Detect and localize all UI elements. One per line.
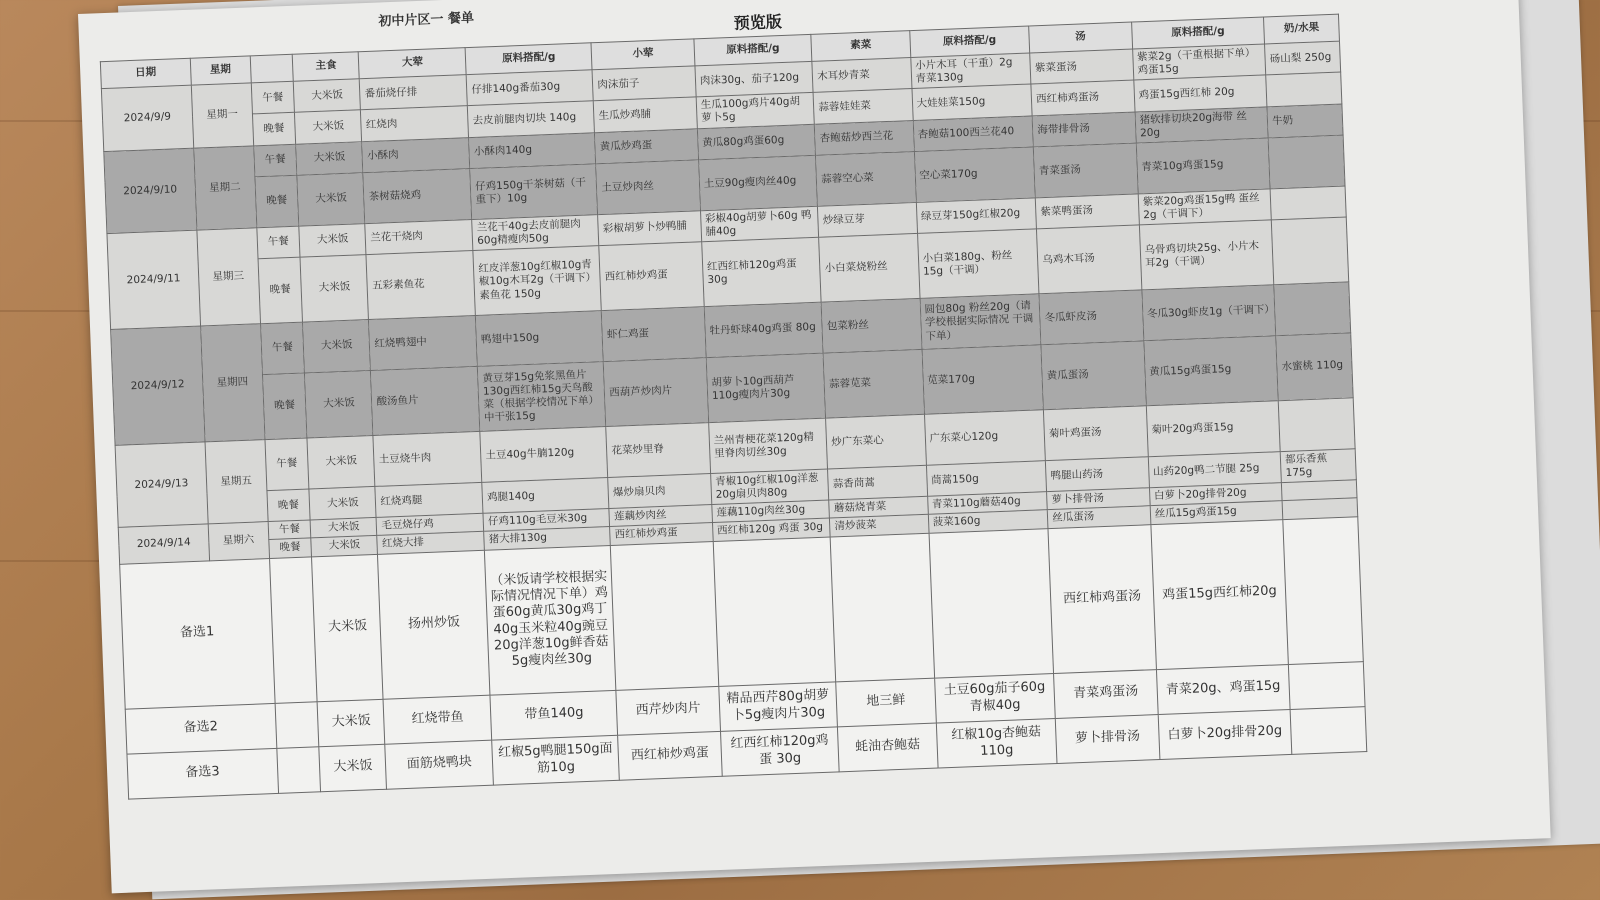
alternate-main-cell: 扬州炒饭: [378, 550, 490, 699]
meal-cell: 晚餐: [262, 373, 307, 440]
soup-cell: 海带排骨汤: [1032, 112, 1136, 147]
alternate-label: 备选3: [127, 748, 278, 799]
alternate-soup-cell: 萝卜排骨汤: [1055, 714, 1159, 763]
veg-cell: 木耳炒青菜: [812, 58, 911, 93]
small-cell: 肉沫茄子: [592, 66, 696, 101]
alternate-veg-cell: 地三鲜: [836, 678, 936, 727]
small-cell: 莲藕炒肉丝: [609, 505, 712, 527]
staple-cell: 大米饭: [296, 141, 363, 175]
veg-cell: 包菜粉丝: [821, 298, 921, 353]
main-cell: 毛豆烧仔鸡: [377, 514, 484, 536]
extra-cell: [1268, 135, 1345, 189]
main-ing-cell: 猪大排130g: [484, 527, 611, 550]
small-cell: 西红柿炒鸡蛋: [610, 523, 713, 545]
small-ing-cell: 西红柿120g 鸡蛋 30g: [712, 518, 830, 541]
staple-cell: 大米饭: [303, 320, 371, 374]
main-cell: 酸汤鱼片: [371, 366, 480, 435]
main-ing-cell: 土豆40g牛腩120g: [480, 427, 608, 483]
weekday-cell: 星期二: [193, 145, 256, 229]
small-ing-cell: 牡丹虾球40g鸡蛋 80g: [704, 302, 823, 357]
soup-cell: 冬瓜虾皮汤: [1039, 290, 1143, 345]
alternate-extra-cell: [1290, 706, 1367, 754]
veg-ing-cell: 菠菜160g: [928, 510, 1048, 533]
alternate-extra-cell: [1283, 516, 1363, 664]
date-cell: 2024/9/11: [107, 230, 200, 330]
main-ing-cell: 兰花干40g去皮前腿肉60g精瘦肉50g: [472, 214, 599, 250]
alternate-veg-ing-cell: 红椒10g杏鲍菇 110g: [936, 718, 1057, 768]
alternate-soup-ing-cell: 鸡蛋15g西红柿20g: [1151, 519, 1289, 669]
main-cell: 红烧大排: [377, 532, 484, 554]
main-cell: 土豆烧牛肉: [373, 431, 482, 486]
header-veg: 素菜: [811, 31, 910, 62]
veg-ing-cell: 杏鲍菇100西兰花40: [913, 115, 1034, 151]
veg-ing-cell: 茼蒿150g: [926, 461, 1047, 497]
small-ing-cell: 红西红柿120g鸡蛋 30g: [702, 237, 822, 306]
alternate-small-cell: [611, 541, 719, 690]
soup-ing-cell: 白萝卜20g排骨20g: [1149, 483, 1282, 506]
main-cell: 小酥肉: [362, 137, 470, 172]
meal-cell: 晚餐: [266, 489, 310, 522]
main-cell: 红烧肉: [361, 106, 469, 141]
small-ing-cell: 兰州青梗花菜120g精里脊肉切丝30g: [708, 418, 827, 473]
main-ing-cell: 仔鸡150g干茶树菇（干重下）10g: [470, 163, 598, 219]
small-cell: 彩椒胡萝卜炒鸭脯: [598, 211, 702, 246]
alternate-small-ing-cell: 红西红柿120g鸡蛋 30g: [720, 726, 839, 775]
veg-ing-cell: 小白菜180g、粉丝 15g（干调）: [917, 229, 1039, 299]
menu-table: [100, 14, 1367, 800]
small-ing-cell: 肉沫30g、茄子120g: [695, 61, 814, 97]
soup-ing-cell: 冬瓜30g虾皮1g（干调下）: [1142, 285, 1276, 341]
alternate-staple-cell: 大米饭: [317, 699, 385, 747]
small-ing-cell: 青椒10g红椒10g洋葱20g扇贝肉80g: [710, 469, 829, 505]
alternate-small-cell: 西芹炒肉片: [616, 686, 720, 735]
extra-cell: [1271, 217, 1348, 285]
soup-ing-cell: 乌骨鸡切块25g、小片木耳2g（干调）: [1139, 220, 1274, 290]
main-cell: 兰花干烧肉: [365, 219, 473, 254]
alternate-small-ing-cell: [713, 537, 836, 686]
veg-ing-cell: 圆包80g 粉丝20g（请学校根据实际情况 干调下单）: [920, 294, 1041, 350]
small-ing-cell: 胡萝卜10g西葫芦 110g瘦肉片30g: [706, 353, 826, 422]
alternate-meal-cell: [269, 556, 317, 703]
document-title: 初中片区一 餐单: [378, 10, 475, 30]
main-ing-cell: 小酥肉140g: [469, 132, 596, 168]
staple-cell: 大米饭: [305, 371, 374, 438]
alternate-soup-ing-cell: 青菜20g、鸡蛋15g: [1156, 664, 1290, 714]
extra-cell: 牛奶: [1267, 104, 1343, 138]
weekday-cell: 星期四: [200, 324, 264, 442]
alternate-veg-ing-cell: 土豆60g茄子60g青椒40g: [934, 673, 1055, 723]
weekday-cell: 星期六: [208, 522, 269, 561]
soup-ing-cell: 紫菜20g鸡蛋15g鸭 蛋丝2g（干调下）: [1138, 189, 1272, 225]
main-ing-cell: 去皮前腿肉切块 140g: [468, 101, 595, 137]
veg-cell: 清炒菠菜: [830, 515, 929, 537]
veg-ing-cell: 大娃娃菜150g: [912, 84, 1033, 120]
main-ing-cell: 鸡腿140g: [482, 477, 609, 513]
staple-cell: 大米饭: [300, 255, 369, 322]
header-small-ing: 原料搭配/g: [694, 34, 812, 65]
meal-cell: 午餐: [268, 520, 311, 540]
small-cell: 黄瓜炒鸡蛋: [595, 128, 699, 163]
date-cell: 2024/9/9: [101, 85, 193, 151]
main-cell: 番茄烧仔排: [360, 75, 468, 110]
soup-ing-cell: 鸡蛋15g西红柿 20g: [1134, 75, 1268, 111]
alternate-staple-cell: 大米饭: [312, 554, 384, 701]
header-date: 日期: [100, 58, 191, 88]
header-soup: 汤: [1029, 22, 1132, 53]
soup-cell: 西红柿鸡蛋汤: [1031, 80, 1135, 115]
alternate-main-ing-cell: （米饭请学校根据实际情况情况下单）鸡蛋60g黄瓜30g鸡丁40g玉米粒40g豌豆20g洋葱10g鲜香菇5g瘦肉丝30g: [485, 545, 617, 695]
weekday-cell: 星期一: [191, 83, 253, 148]
small-ing-cell: 土豆90g瘦肉丝40g: [698, 155, 817, 210]
alternate-veg-cell: [830, 533, 934, 682]
soup-cell: 鸭腿山药汤: [1046, 457, 1150, 492]
header-weekday: 星期: [190, 56, 251, 85]
staple-cell: 大米饭: [310, 518, 377, 539]
main-cell: 五彩素鱼花: [366, 251, 475, 320]
soup-cell: 菊叶鸡蛋汤: [1044, 406, 1148, 461]
veg-cell: 蒜蓉娃娃菜: [813, 89, 912, 124]
meal-cell: 午餐: [265, 438, 310, 491]
header-small: 小荤: [591, 39, 694, 70]
header-extra: 奶/水果: [1264, 14, 1340, 44]
soup-cell: 紫菜鸭蛋汤: [1035, 194, 1139, 229]
header-staple: 主食: [292, 52, 359, 82]
date-cell: 2024/9/13: [115, 442, 208, 528]
small-ing-cell: 莲藕110g肉丝30g: [712, 500, 830, 523]
alternate-extra-cell: [1289, 661, 1366, 709]
date-cell: 2024/9/12: [111, 326, 205, 445]
small-cell: 虾仁鸡蛋: [602, 307, 706, 362]
document-subtitle: 预览版: [733, 11, 783, 33]
date-cell: 2024/9/14: [118, 524, 209, 564]
veg-cell: 小白菜烧粉丝: [819, 233, 920, 302]
meal-cell: 晚餐: [254, 175, 299, 228]
meal-cell: 午餐: [260, 322, 305, 375]
soup-cell: 黄瓜蛋汤: [1041, 341, 1146, 410]
main-ing-cell: 鸭翅中150g: [476, 311, 604, 367]
soup-cell: 乌鸡木耳汤: [1037, 225, 1142, 294]
small-ing-cell: 生瓜100g鸡片40g胡萝卜5g: [696, 93, 815, 129]
soup-ing-cell: 青菜10g鸡蛋15g: [1136, 138, 1270, 194]
veg-cell: 炒广东菜心: [826, 414, 926, 469]
soup-ing-cell: 黄瓜15g鸡蛋15g: [1144, 336, 1279, 406]
extra-cell: [1270, 186, 1346, 220]
veg-cell: 蒜蓉空心菜: [816, 151, 916, 206]
extra-cell: 都乐香蕉 175g: [1280, 449, 1356, 483]
soup-cell: 紫菜蛋汤: [1030, 49, 1134, 84]
extra-cell: 水蜜桃 110g: [1276, 333, 1353, 401]
extra-cell: [1274, 282, 1351, 336]
small-cell: 生瓜炒鸡脯: [594, 97, 698, 132]
main-cell: 茶树菇烧鸡: [363, 168, 472, 223]
veg-cell: 蒜蓉苋菜: [823, 349, 924, 418]
main-ing-cell: 黄豆芽15g免浆黑鱼片130g西红柿15g天鸟酸菜（根据学校情况下单）中干张15g: [478, 362, 606, 432]
alternate-soup-ing-cell: 白萝卜20g排骨20g: [1158, 709, 1292, 759]
small-ing-cell: 黄瓜80g鸡蛋60g: [697, 124, 816, 160]
veg-cell: 炒绿豆芽: [818, 202, 917, 237]
staple-cell: 大米饭: [311, 536, 378, 557]
meal-cell: 晚餐: [252, 113, 296, 146]
soup-cell: 萝卜排骨汤: [1047, 488, 1150, 510]
alternate-small-cell: 西红柿炒鸡蛋: [618, 731, 722, 780]
header-main: 大荤: [359, 48, 467, 79]
staple-cell: 大米饭: [309, 486, 376, 520]
veg-ing-cell: 广东菜心120g: [924, 410, 1045, 466]
meal-cell: 午餐: [251, 81, 295, 114]
weekday-cell: 星期五: [205, 440, 268, 524]
meal-cell: 午餐: [253, 144, 297, 177]
alternate-label: 备选2: [125, 703, 276, 754]
small-cell: 花菜炒里脊: [606, 423, 710, 478]
header-soup-ing: 原料搭配/g: [1131, 17, 1264, 49]
extra-cell: 砀山梨 250g: [1265, 41, 1341, 75]
main-ing-cell: 仔排140g番茄30g: [466, 70, 593, 106]
alternate-main-cell: 红烧带鱼: [383, 695, 491, 744]
main-ing-cell: 仔鸡110g毛豆米30g: [483, 509, 610, 532]
alternate-small-ing-cell: 精品西芹80g胡萝卜5g瘦肉片30g: [719, 681, 838, 730]
alternate-main-ing-cell: 带鱼140g: [490, 690, 618, 740]
veg-ing-cell: 小片木耳（干重）2g 青菜130g: [910, 53, 1031, 89]
main-cell: 红烧鸡腿: [375, 482, 483, 517]
alternate-veg-ing-cell: [929, 528, 1054, 677]
alternate-soup-cell: 西红柿鸡蛋汤: [1048, 524, 1156, 673]
staple-cell: 大米饭: [299, 223, 366, 257]
header-meal: [250, 54, 294, 83]
veg-cell: 杏鲍菇炒西兰花: [815, 120, 914, 155]
veg-ing-cell: 青菜110g蘑菇40g: [927, 492, 1047, 515]
alternate-label: 备选1: [120, 558, 275, 709]
small-cell: 爆炒扇贝肉: [608, 474, 712, 509]
meal-cell: 午餐: [256, 226, 300, 259]
extra-cell: [1266, 72, 1342, 106]
soup-cell: 青菜蛋汤: [1033, 143, 1137, 198]
alternate-meal-cell: [276, 746, 320, 793]
weekday-cell: 星期三: [197, 228, 260, 326]
menu-sheet: [78, 0, 1551, 893]
alternate-staple-cell: 大米饭: [319, 744, 387, 792]
alternate-main-ing-cell: 红椒5g鸭腿150g面筋10g: [492, 735, 620, 785]
menu-body: [101, 41, 1366, 799]
staple-cell: 大米饭: [293, 79, 360, 113]
alternate-main-cell: 面筋烧鸭块: [385, 740, 493, 789]
soup-ing-cell: 山药20g鸭二节腿 25g: [1148, 452, 1282, 488]
veg-cell: 蒜香茼蒿: [828, 465, 927, 500]
soup-ing-cell: 紫菜2g（干重根据下单）鸡蛋15g: [1132, 44, 1266, 80]
soup-ing-cell: 丝瓜15g鸡蛋15g: [1150, 501, 1283, 524]
soup-cell: 丝瓜蛋汤: [1047, 506, 1150, 528]
soup-ing-cell: 菊叶20g鸡蛋15g: [1146, 401, 1280, 457]
meal-cell: 晚餐: [258, 257, 303, 324]
main-ing-cell: 红皮洋葱10g红椒10g青椒10g木耳2g（干调下）素鱼花 150g: [473, 246, 601, 316]
small-ing-cell: 彩椒40g胡萝卜60g 鸭脯40g: [700, 206, 819, 242]
staple-cell: 大米饭: [307, 435, 375, 489]
veg-cell: 蘑菇烧青菜: [829, 497, 928, 519]
extra-cell: [1278, 398, 1355, 452]
staple-cell: 大米饭: [295, 110, 362, 144]
alternate-veg-cell: 蚝油杏鲍菇: [838, 723, 938, 772]
meal-cell: 晚餐: [268, 538, 311, 558]
date-cell: 2024/9/10: [104, 148, 197, 234]
veg-ing-cell: 绿豆芽150g红椒20g: [916, 198, 1037, 234]
alternate-soup-cell: 青菜鸡蛋汤: [1054, 669, 1158, 718]
veg-ing-cell: 苋菜170g: [922, 345, 1044, 415]
veg-ing-cell: 空心菜170g: [914, 147, 1035, 203]
soup-ing-cell: 猪软排切块20g海带 丝20g: [1135, 106, 1269, 142]
header-main-ing: 原料搭配/g: [465, 43, 592, 75]
header-veg-ing: 原料搭配/g: [909, 26, 1030, 58]
small-cell: 西红柿炒鸡蛋: [599, 242, 704, 311]
alternate-meal-cell: [275, 701, 319, 748]
main-cell: 红烧鸭翅中: [369, 315, 478, 370]
small-cell: 土豆炒肉丝: [596, 160, 700, 215]
small-cell: 西葫芦炒肉片: [604, 358, 709, 427]
staple-cell: 大米饭: [297, 172, 365, 226]
